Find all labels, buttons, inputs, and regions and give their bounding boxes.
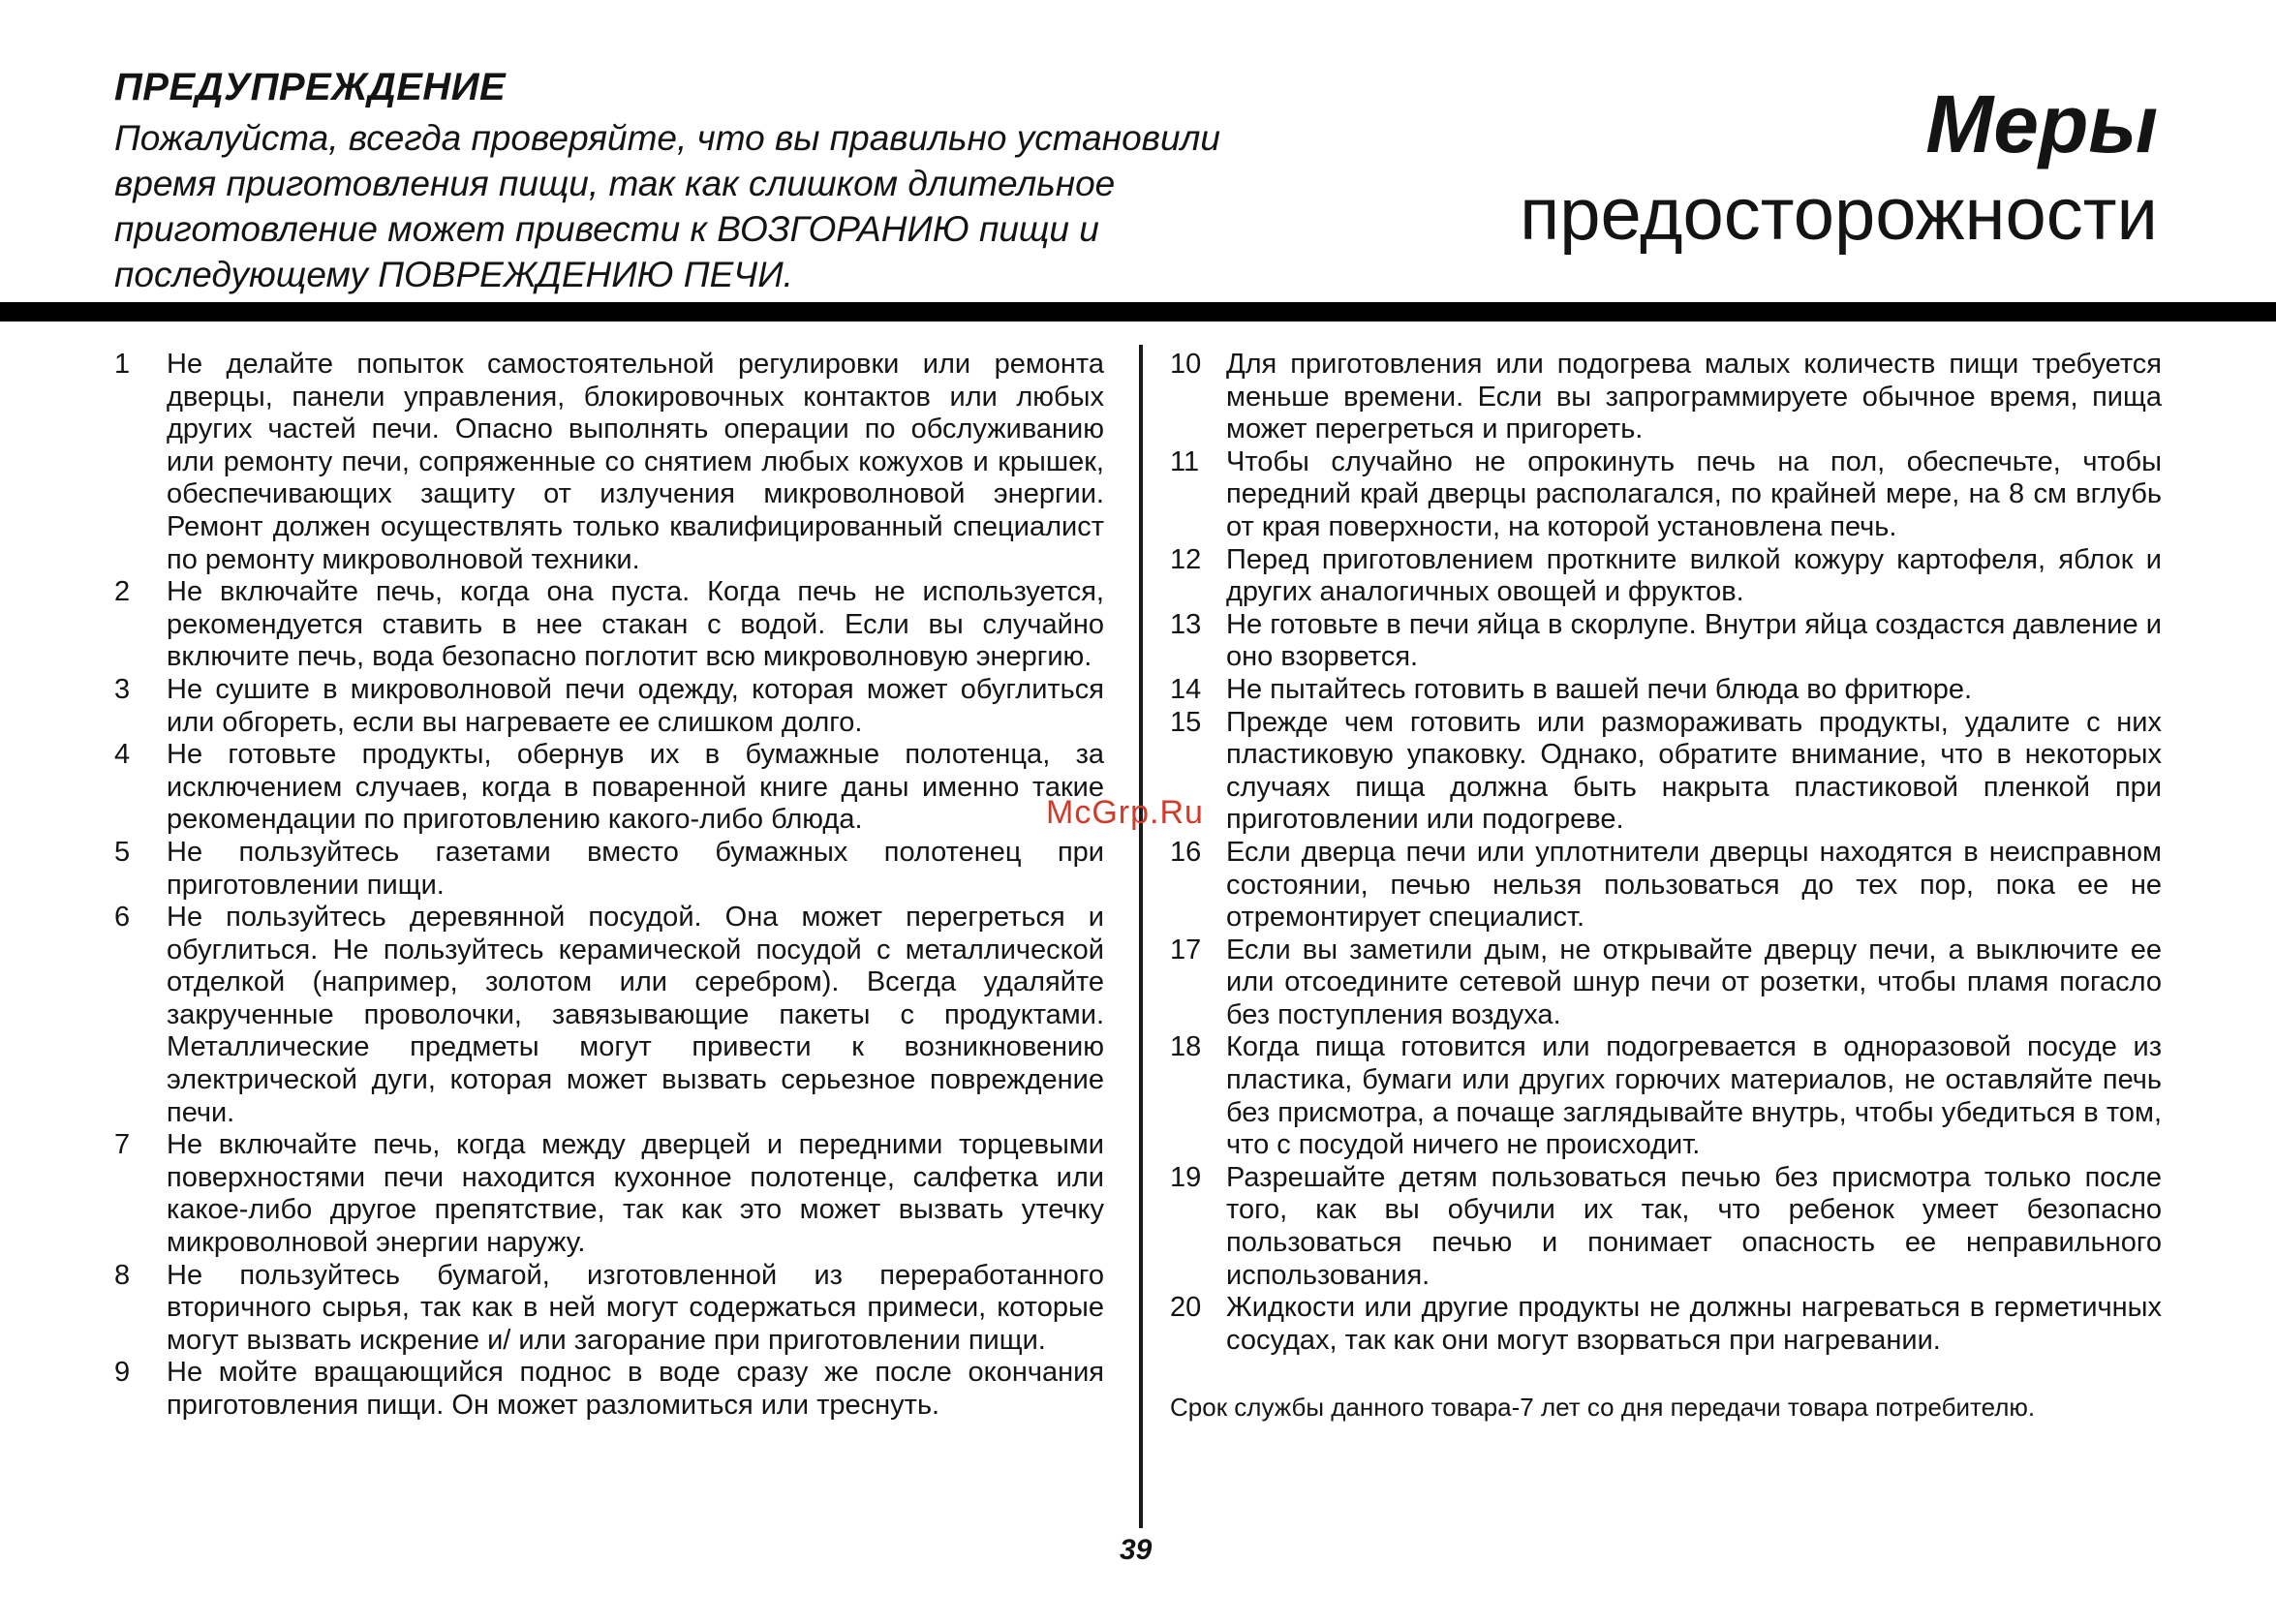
watermark: McGrp.Ru xyxy=(1046,794,1204,831)
item-text: Если вы заметили дым, не открывайте дверцу печи, а выключите ее или отсоедините сетевой шнур печи от розетки, чтобы пламя погасло без поступления воздуха. xyxy=(1226,934,2162,1030)
item-number: 6 xyxy=(114,902,131,934)
page-title: Меры xyxy=(1925,78,2158,169)
list-item xyxy=(114,837,1104,902)
item-number: 3 xyxy=(114,673,131,705)
item-text: Когда пища готовится или подогревается в одноразовой посуде из пластика, бумаги или других горючих материалов, не оставляйте печь без присмотра, а почаще заглядывайте внутрь, чтобы убедиться в том, что с посудой ничего не происходит. xyxy=(1226,1031,2162,1161)
list-item xyxy=(114,674,1104,739)
page-subtitle: предосторожности xyxy=(1520,173,2158,256)
item-text: Не пользуйтесь бумагой, изготовленной из переработанного вторичного сырья, так как в ней могут содержаться примеси, которые могут вызвать искрение и/ или загорание при приготовлении пищи. xyxy=(167,1259,1104,1356)
list-item xyxy=(114,1260,1104,1358)
list-item xyxy=(1170,1162,2162,1292)
list-item xyxy=(1170,1292,2162,1357)
page-heading xyxy=(1520,77,2158,260)
item-text: Чтобы случайно не опрокинуть печь на пол, обеспечьте, чтобы передний край дверцы располагался, по крайней мере, на 8 см вглубь от края поверхности, на которой установлена печь. xyxy=(1226,445,2162,542)
item-number: 15 xyxy=(1170,706,1202,738)
service-life-note: Срок службы данного товара-7 лет со дня передачи товара потребителю. xyxy=(1170,1393,2036,1423)
column-divider xyxy=(1139,345,1143,1528)
warning-block xyxy=(114,66,1325,297)
item-number: 17 xyxy=(1170,934,1202,965)
list-item xyxy=(1170,349,2162,446)
item-number: 14 xyxy=(1170,673,1202,705)
precautions-column-right xyxy=(1170,349,2162,1448)
item-number: 1 xyxy=(114,349,131,380)
item-number: 11 xyxy=(1170,445,1200,477)
item-number: 2 xyxy=(114,576,131,608)
item-number: 16 xyxy=(1170,836,1202,868)
item-number: 7 xyxy=(114,1129,131,1161)
list-item xyxy=(114,739,1104,837)
item-text: Не пользуйтесь деревянной посудой. Она может перегреться и обуглиться. Не пользуйтесь керамической посудой с металлической отделкой (например, золотом или серебром). Всегда удаляйте закрученные проволочки, завязывающие пакеты с продуктами. Металлические предметы могут привести к возникновению электрической дуги, которая может вызвать серьезное повреждение печи. xyxy=(167,902,1104,1128)
item-text: Не включайте печь, когда между дверцей и передними торцевыми поверхностями печи находится кухонное полотенце, салфетка или какое-либо другое препятствие, так как это может вызвать утечку микроволновой энергии наружу. xyxy=(167,1129,1104,1259)
item-number: 13 xyxy=(1170,608,1202,640)
item-text: Не делайте попыток самостоятельной регулировки или ремонта дверцы, панели управления, блокировочных контактов или любых других частей печи. Опасно выполнять операции по обслуживанию или ремонту печи, сопряженные со снятием любых кожухов и крышек, обеспечивающих защиту от излучения микроволновой энергии. Ремонт должен осуществлять только квалифицированный специалист по ремонту микроволновой техники. xyxy=(167,349,1104,575)
list-item xyxy=(1170,674,2162,707)
item-text: Не включайте печь, когда она пуста. Когда печь не используется, рекомендуется ставить в нее стакан с водой. Если вы случайно включите печь, вода безопасно поглотит всю микроволновую энергию. xyxy=(167,576,1104,673)
item-number: 18 xyxy=(1170,1031,1202,1063)
item-number: 5 xyxy=(114,836,131,868)
item-text: Для приготовления или подогрева малых количеств пищи требуется меньше времени. Если вы запрограммируете обычное время, пища может перегреться и пригореть. xyxy=(1226,349,2162,445)
item-number: 20 xyxy=(1170,1292,1202,1324)
page-number: 39 xyxy=(1120,1534,1153,1566)
item-number: 10 xyxy=(1170,349,1202,380)
warning-text: Пожалуйста, всегда проверяйте, что вы правильно установили время приготовления пищи, так как слишком длительное приготовление может привести к ВОЗГОРАНИЮ пищи и последующему ПОВРЕЖДЕНИЮ ПЕЧИ. xyxy=(114,118,1220,294)
warning-title: ПРЕДУПРЕЖДЕНИЕ xyxy=(114,66,507,108)
list-item xyxy=(1170,544,2162,609)
list-item xyxy=(1170,837,2162,935)
list-item xyxy=(114,576,1104,674)
item-text: Не пользуйтесь газетами вместо бумажных полотенец при приготовлении пищи. xyxy=(167,836,1104,901)
item-text: Прежде чем готовить или размораживать продукты, удалите с них пластиковую упаковку. Однако, обратите внимание, что в некоторых случаях пища должна быть накрыта пластиковой пленкой при приготовлении или подогреве. xyxy=(1226,706,2162,836)
item-text: Не мойте вращающийся поднос в воде сразу же после окончания приготовления пищи. Он может разломиться или треснуть. xyxy=(167,1357,1104,1421)
list-item xyxy=(114,902,1104,1129)
item-number: 12 xyxy=(1170,543,1202,575)
item-number: 9 xyxy=(114,1357,131,1389)
item-number: 4 xyxy=(114,739,131,771)
list-item xyxy=(1170,935,2162,1032)
item-text: Перед приготовлением проткните вилкой кожуру картофеля, яблок и других аналогичных овощей и фруктов. xyxy=(1226,543,2162,608)
list-item xyxy=(1170,1031,2162,1161)
list-item xyxy=(1170,707,2162,837)
list-item xyxy=(114,1357,1104,1422)
item-number: 8 xyxy=(114,1259,131,1291)
item-text: Жидкости или другие продукты не должны нагреваться в герметичных сосудах, так как они могут взорваться при нагревании. xyxy=(1226,1292,2162,1356)
item-number: 19 xyxy=(1170,1161,1202,1193)
item-text: Не пытайтесь готовить в вашей печи блюда во фритюре. xyxy=(1226,673,1973,705)
item-text: Не готовьте продукты, обернув их в бумажные полотенца, за исключением случаев, когда в поваренной книге даны именно такие рекомендации по приготовлению какого-либо блюда. xyxy=(167,739,1104,836)
list-item xyxy=(114,349,1104,576)
list-item xyxy=(1170,609,2162,674)
list-item xyxy=(114,1129,1104,1259)
list-item xyxy=(1170,446,2162,544)
item-text: Не готовьте в печи яйца в скорлупе. Внутри яйца создастся давление и оно взорвется. xyxy=(1226,608,2162,673)
item-text: Не сушите в микроволновой печи одежду, которая может обуглиться или обгореть, если вы нагреваете ее слишком долго. xyxy=(167,673,1104,738)
item-text: Разрешайте детям пользоваться печью без присмотра только после того, как вы обучили их так, что ребенок умеет безопасно пользоваться печью и понимает опасность ее неправильного использования. xyxy=(1226,1161,2162,1291)
precautions-column-left xyxy=(114,349,1104,1423)
header-rule xyxy=(0,302,2276,322)
item-text: Если дверца печи или уплотнители дверцы находятся в неисправном состоянии, печью нельзя пользоваться до тех пор, пока ее не отремонтирует специалист. xyxy=(1226,836,2162,934)
